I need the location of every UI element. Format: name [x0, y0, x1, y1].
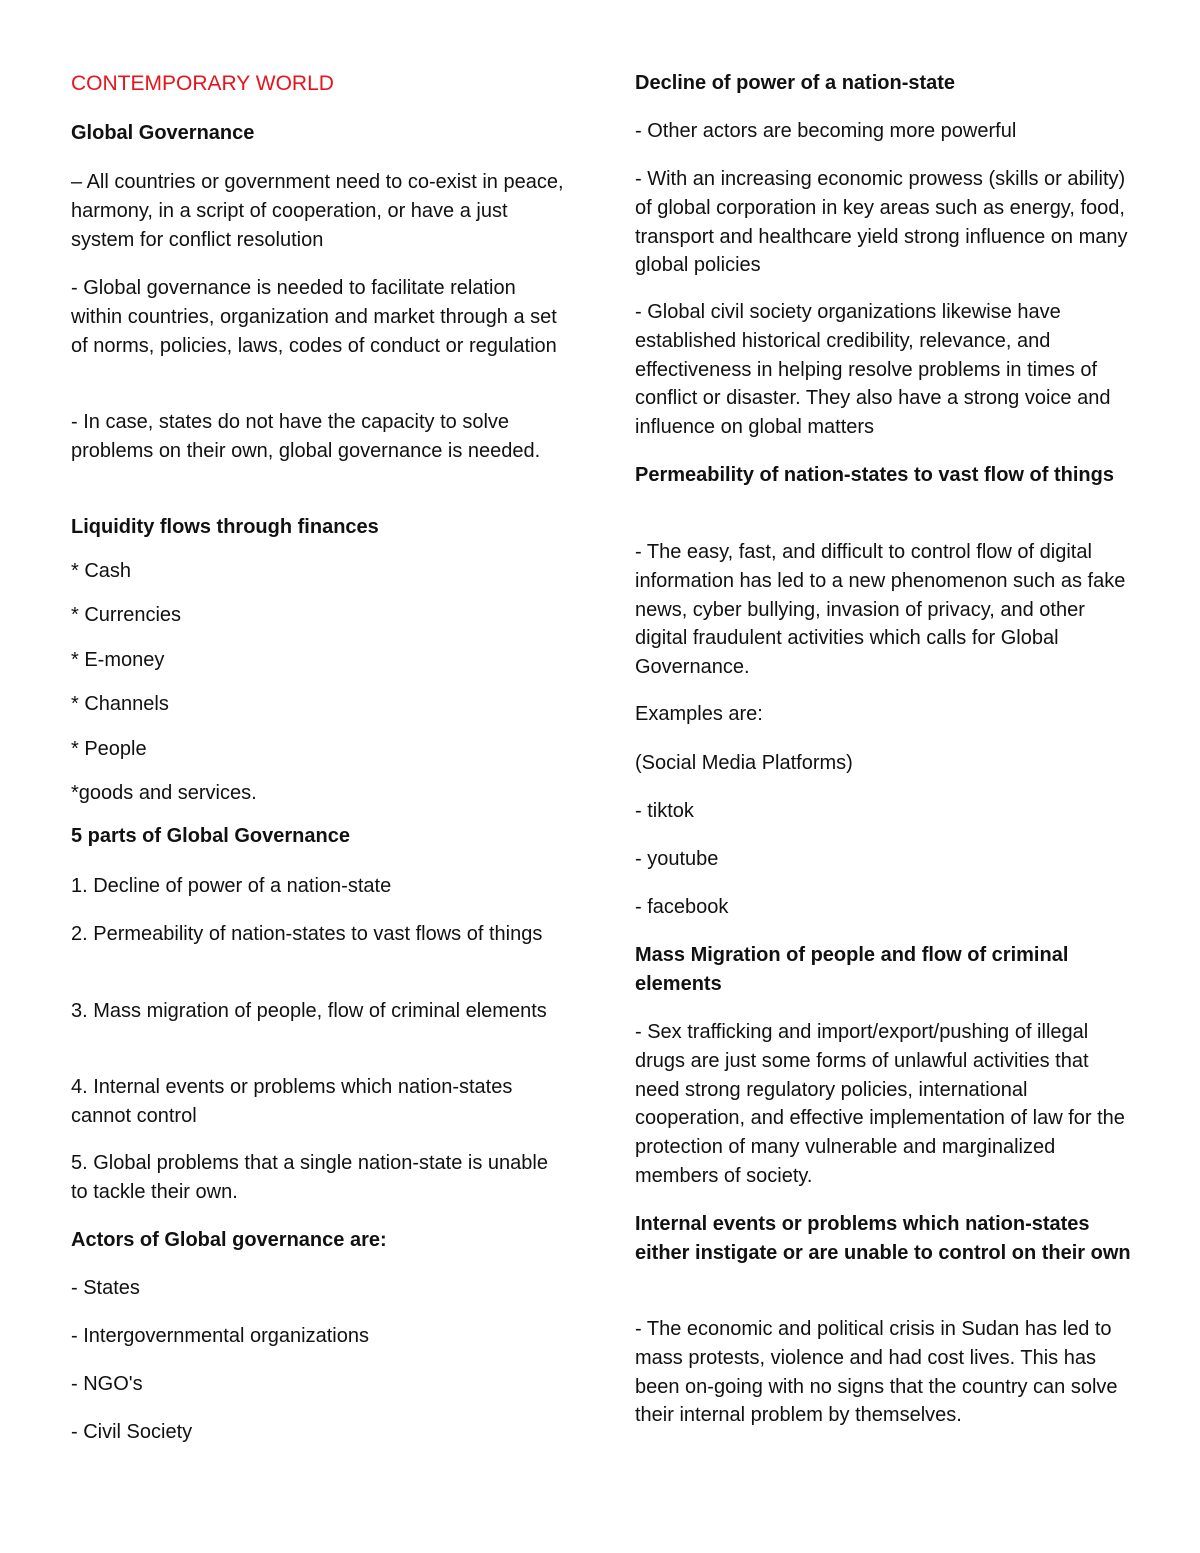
paragraph: (Social Media Platforms)	[635, 752, 853, 774]
list-item: * People	[71, 738, 147, 760]
list-item: * Channels	[71, 693, 169, 715]
heading-internal-events: Internal events or problems which nation-states either instigate or are unable to control on their own	[635, 1213, 1131, 1264]
paragraph: – All countries or government need to co-exist in peace, harmony, in a script of cooperation, or have a just system for conflict resolution	[71, 171, 564, 251]
list-item: - facebook	[635, 896, 729, 918]
paragraph: - With an increasing economic prowess (skills or ability) of global corporation in key areas such as energy, food, transport and healthcare yield strong influence on many global policies	[635, 168, 1128, 277]
list-item: * Currencies	[71, 604, 182, 626]
list-item: * E-money	[71, 649, 165, 671]
heading-mass-migration: Mass Migration of people and flow of criminal elements	[635, 944, 1069, 995]
paragraph: - The easy, fast, and difficult to control flow of digital information has led to a new phenomenon such as fake news, cyber bullying, invasion of privacy, and other digital fraudulent activities which calls for Global Governance.	[635, 541, 1126, 679]
list-item: 3. Mass migration of people, flow of criminal elements	[71, 1000, 547, 1022]
list-item: 4. Internal events or problems which nation-states cannot control	[71, 1076, 513, 1127]
list-item: - Civil Society	[71, 1421, 193, 1443]
heading-global-governance: Global Governance	[71, 122, 255, 144]
heading-liquidity: Liquidity flows through finances	[71, 516, 379, 538]
list-item: - States	[71, 1277, 140, 1299]
document-title: CONTEMPORARY WORLD	[71, 72, 334, 95]
list-item: - tiktok	[635, 800, 694, 822]
paragraph: - Other actors are becoming more powerful	[635, 120, 1017, 142]
paragraph: - In case, states do not have the capacity to solve problems on their own, global governance is needed.	[71, 411, 541, 462]
heading-five-parts: 5 parts of Global Governance	[71, 825, 350, 847]
heading-permeability: Permeability of nation-states to vast flow of things	[635, 464, 1114, 486]
paragraph: - Global governance is needed to facilitate relation within countries, organization and market through a set of norms, policies, laws, codes of conduct or regulation	[71, 277, 557, 357]
paragraph: Examples are:	[635, 703, 763, 725]
list-item: *goods and services.	[71, 782, 257, 804]
list-item: - NGO's	[71, 1373, 143, 1395]
list-item: * Cash	[71, 560, 132, 582]
heading-decline: Decline of power of a nation-state	[635, 72, 956, 94]
list-item: 5. Global problems that a single nation-state is unable to tackle their own.	[71, 1152, 548, 1203]
list-item: - youtube	[635, 848, 719, 870]
list-item: - Intergovernmental organizations	[71, 1325, 369, 1347]
heading-actors: Actors of Global governance are:	[71, 1229, 387, 1251]
list-item: 1. Decline of power of a nation-state	[71, 875, 392, 897]
list-item: 2. Permeability of nation-states to vast flows of things	[71, 923, 543, 945]
paragraph: - Global civil society organizations likewise have established historical credibility, relevance, and effectiveness in helping resolve problems in times of conflict or disaster. They also have a strong voice and influence on global matters	[635, 301, 1111, 439]
paragraph: - Sex trafficking and import/export/pushing of illegal drugs are just some forms of unlawful activities that need strong regulatory policies, international cooperation, and effective implementation of law for the protection of many vulnerable and marginalized members of society.	[635, 1021, 1125, 1187]
paragraph: - The economic and political crisis in Sudan has led to mass protests, violence and had cost lives. This has been on-going with no signs that the country can solve their internal problem by themselves.	[635, 1318, 1118, 1427]
